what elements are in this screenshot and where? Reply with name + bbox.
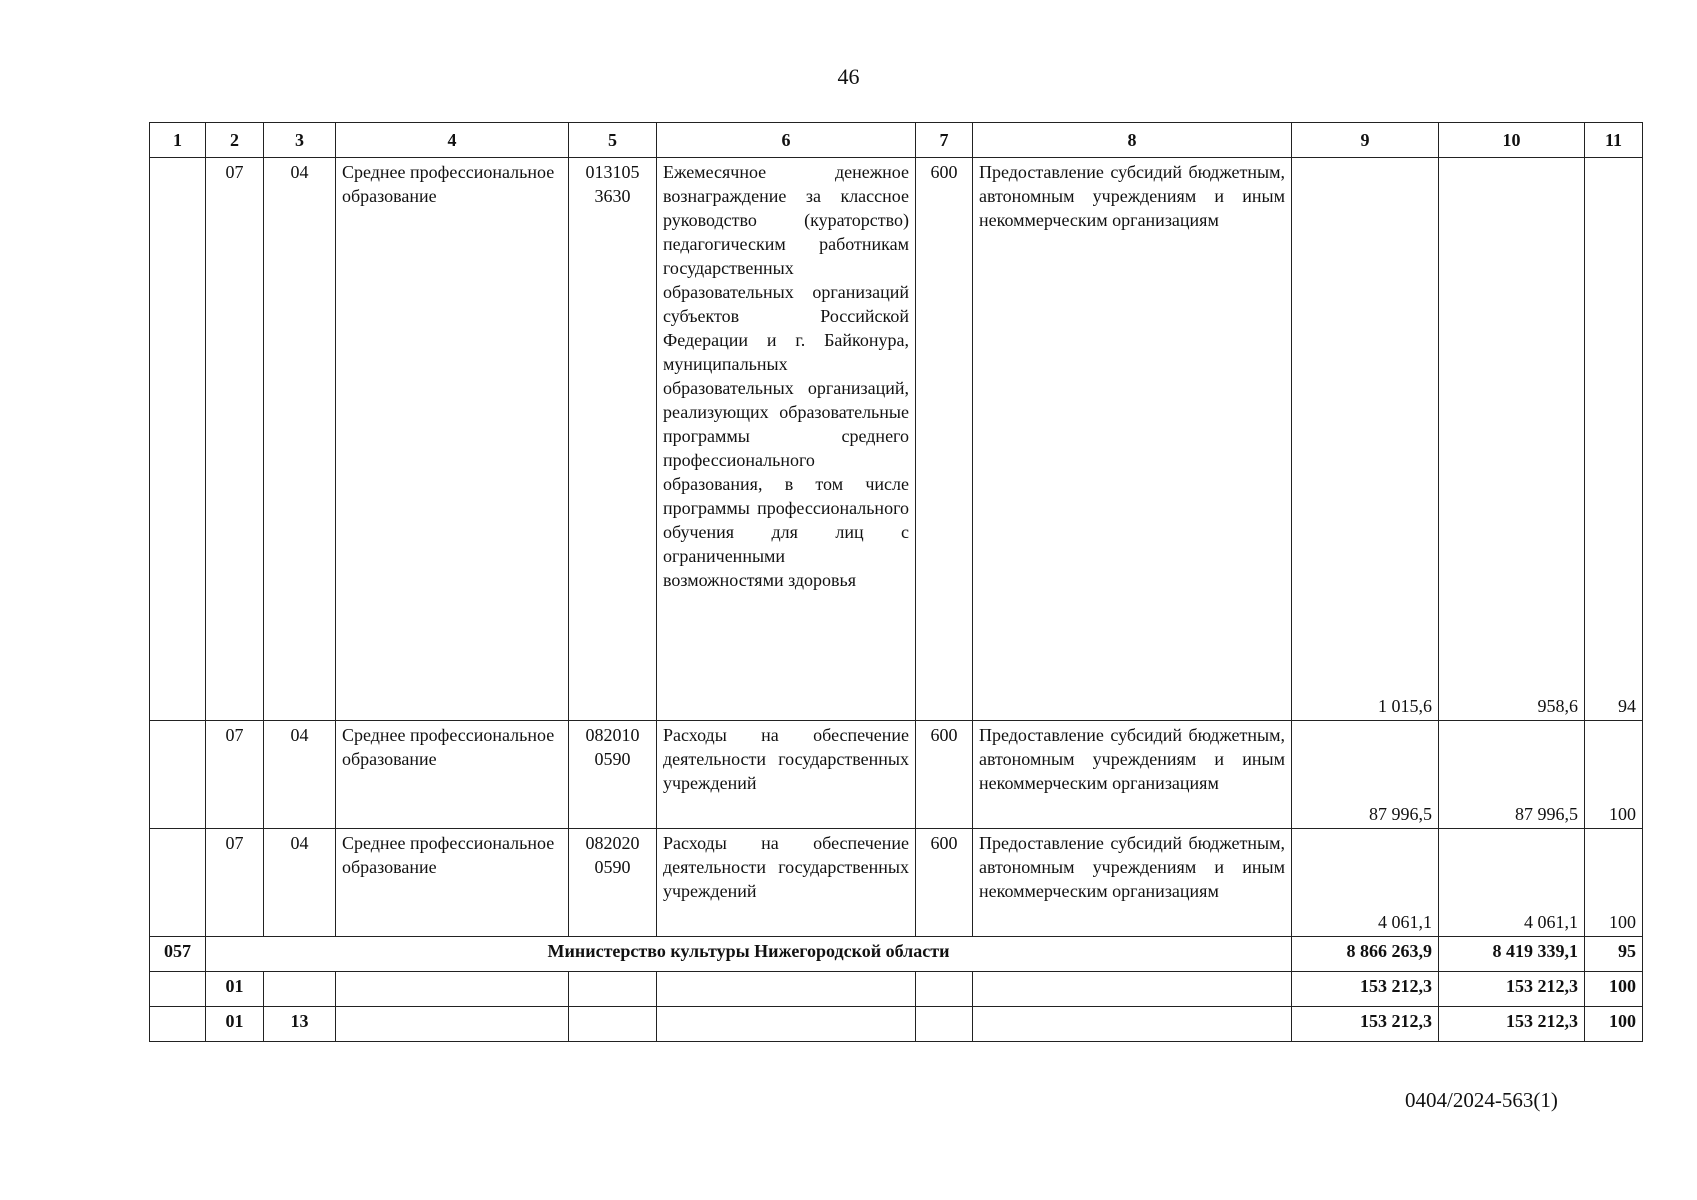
cell: 013105 3630 xyxy=(569,158,657,721)
header-cell: 8 xyxy=(973,123,1292,158)
budget-table xyxy=(149,122,1643,1042)
cell: 87 996,5 xyxy=(1292,721,1439,829)
cell: 100 xyxy=(1585,1007,1643,1042)
cell: 8 419 339,1 xyxy=(1439,937,1585,972)
cell xyxy=(150,1007,206,1042)
cell: 04 xyxy=(264,158,336,721)
cell xyxy=(150,158,206,721)
cell: 100 xyxy=(1585,721,1643,829)
cell: 600 xyxy=(916,158,973,721)
cell: 153 212,3 xyxy=(1439,1007,1585,1042)
ministry-title: Министерство культуры Нижегородской области xyxy=(206,937,1292,972)
header-cell: 6 xyxy=(657,123,916,158)
cell xyxy=(657,972,916,1007)
cell: Ежемесячное денежное вознаграждение за классное руководство (кураторство) педагогическим работникам государственных образовательных организаций субъектов Российской Федерации и г. Байконура, муниципальных образовательных организаций, реализующих образовательные программы среднего профессионального образования, в том числе программы профессионального обучения для лиц с ограниченными возможностями здоровья xyxy=(657,158,916,721)
section-row xyxy=(150,1007,1643,1042)
cell xyxy=(973,1007,1292,1042)
cell xyxy=(150,829,206,937)
cell: 958,6 xyxy=(1439,158,1585,721)
header-cell: 7 xyxy=(916,123,973,158)
cell: 01 xyxy=(206,1007,264,1042)
cell xyxy=(916,972,973,1007)
cell: 8 866 263,9 xyxy=(1292,937,1439,972)
section-row xyxy=(150,972,1643,1007)
header-cell: 5 xyxy=(569,123,657,158)
cell: 082010 0590 xyxy=(569,721,657,829)
cell xyxy=(569,972,657,1007)
cell: 153 212,3 xyxy=(1292,972,1439,1007)
cell: 600 xyxy=(916,829,973,937)
cell: Расходы на обеспечение деятельности государственных учреждений xyxy=(657,721,916,829)
cell xyxy=(916,1007,973,1042)
cell: 87 996,5 xyxy=(1439,721,1585,829)
cell: 13 xyxy=(264,1007,336,1042)
cell: 04 xyxy=(264,721,336,829)
cell: 1 015,6 xyxy=(1292,158,1439,721)
cell: Предоставление субсидий бюджетным, автономным учреждениям и иным некоммерческим организациям xyxy=(973,158,1292,721)
cell: 600 xyxy=(916,721,973,829)
cell: Среднее профессиональное образование xyxy=(336,829,569,937)
cell: Среднее профессиональное образование xyxy=(336,721,569,829)
header-cell: 3 xyxy=(264,123,336,158)
ministry-row xyxy=(150,937,1643,972)
cell: 07 xyxy=(206,158,264,721)
cell: 4 061,1 xyxy=(1439,829,1585,937)
cell: 04 xyxy=(264,829,336,937)
cell: 94 xyxy=(1585,158,1643,721)
cell xyxy=(973,972,1292,1007)
page-number: 46 xyxy=(837,64,860,89)
cell: 07 xyxy=(206,721,264,829)
table-row xyxy=(150,829,1643,937)
cell: 100 xyxy=(1585,829,1643,937)
cell xyxy=(264,972,336,1007)
cell: Предоставление субсидий бюджетным, автономным учреждениям и иным некоммерческим организациям xyxy=(973,829,1292,937)
cell: 07 xyxy=(206,829,264,937)
header-cell: 11 xyxy=(1585,123,1643,158)
header-cell: 2 xyxy=(206,123,264,158)
cell: 01 xyxy=(206,972,264,1007)
cell xyxy=(150,972,206,1007)
cell: 100 xyxy=(1585,972,1643,1007)
header-row xyxy=(150,123,1643,158)
cell: 153 212,3 xyxy=(1292,1007,1439,1042)
table-row xyxy=(150,158,1643,721)
cell xyxy=(150,721,206,829)
cell xyxy=(569,1007,657,1042)
header-cell: 9 xyxy=(1292,123,1439,158)
cell xyxy=(657,1007,916,1042)
cell: 082020 0590 xyxy=(569,829,657,937)
cell: Среднее профессиональное образование xyxy=(336,158,569,721)
cell: Предоставление субсидий бюджетным, автономным учреждениям и иным некоммерческим организациям xyxy=(973,721,1292,829)
header-cell: 4 xyxy=(336,123,569,158)
cell: 4 061,1 xyxy=(1292,829,1439,937)
header-cell: 10 xyxy=(1439,123,1585,158)
cell: 95 xyxy=(1585,937,1643,972)
table-row xyxy=(150,721,1643,829)
cell xyxy=(336,972,569,1007)
cell xyxy=(336,1007,569,1042)
document-code: 0404/2024-563(1) xyxy=(1405,1088,1558,1112)
cell: 153 212,3 xyxy=(1439,972,1585,1007)
cell: Расходы на обеспечение деятельности государственных учреждений xyxy=(657,829,916,937)
cell: 057 xyxy=(150,937,206,972)
header-cell: 1 xyxy=(150,123,206,158)
